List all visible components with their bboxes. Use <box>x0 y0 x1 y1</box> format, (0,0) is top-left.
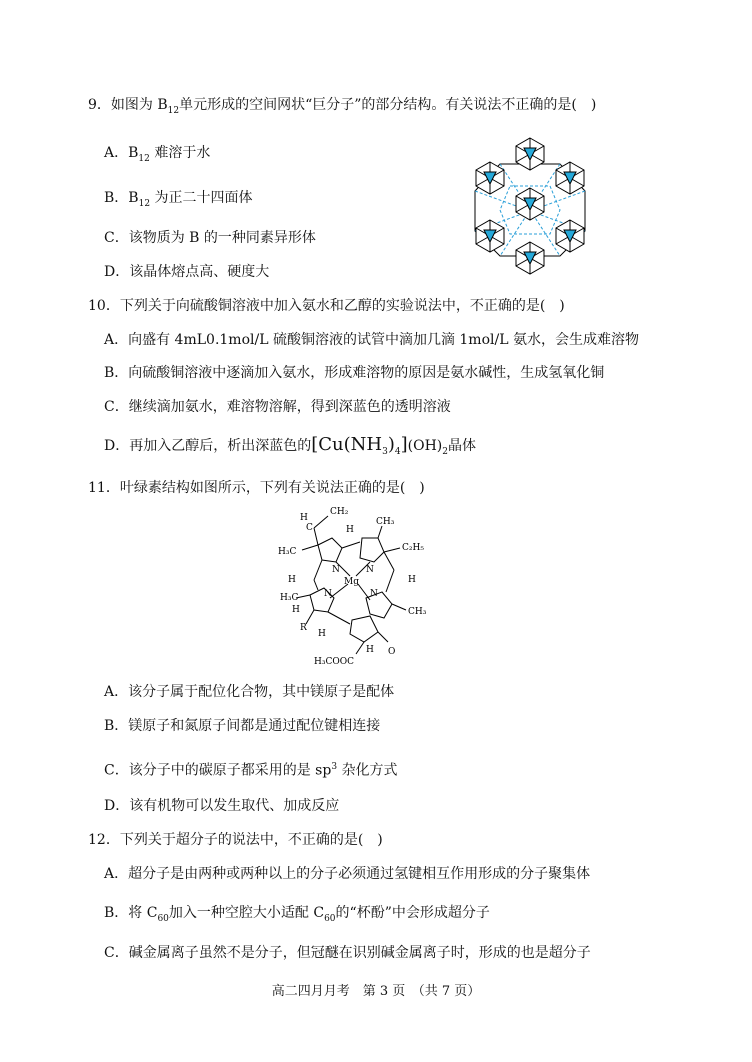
svg-text:H: H <box>366 645 374 655</box>
q12-option-c: C．碱金属离子虽然不是分子，但冠醚在识别碱金属离子时，形成的也是超分子 <box>104 945 591 961</box>
svg-text:H₃COOC: H₃COOC <box>314 657 354 667</box>
svg-text:Mg: Mg <box>344 577 359 587</box>
svg-text:H₃C: H₃C <box>278 547 297 557</box>
svg-text:N: N <box>370 589 378 599</box>
page-footer: 高二四月月考 第 3 页 （共 7 页） <box>271 984 481 999</box>
icosahedron-unit <box>476 162 504 194</box>
svg-text:O: O <box>388 647 396 657</box>
icosahedron-unit <box>556 220 584 252</box>
icosahedron-unit <box>516 188 544 220</box>
svg-text:C: C <box>306 523 313 533</box>
svg-text:CH₂: CH₂ <box>330 507 349 517</box>
icosahedron-unit <box>556 162 584 194</box>
q12-option-a: A．超分子是由两种或两种以上的分子必须通过氢键相互作用形成的分子聚集体 <box>104 866 591 882</box>
svg-text:R: R <box>300 623 307 633</box>
q9-option-c: C．该物质为 B 的一种同素异形体 <box>104 230 316 246</box>
svg-text:H: H <box>346 525 354 535</box>
q11-option-b: B．镁原子和氮原子间都是通过配位键相连接 <box>104 718 381 734</box>
q10-option-c: C．继续滴加氨水，难溶物溶解，得到深蓝色的透明溶液 <box>104 399 451 415</box>
svg-text:H: H <box>408 575 416 585</box>
q10-stem: 10．下列关于向硫酸铜溶液中加入氨水和乙醇的实验说法中，不正确的是( ) <box>88 298 565 314</box>
q10-option-d: D．再加入乙醇后，析出深蓝色的$[Cu(NH_3)_4](OH)_2$晶体 <box>104 434 476 457</box>
svg-text:CH₃: CH₃ <box>408 607 427 617</box>
q9-option-b: B．$B_{12}$ 为正二十四面体 <box>104 190 253 209</box>
chlorophyll-structure <box>270 500 450 670</box>
q10-option-b: B．向硫酸铜溶液中逐滴加入氨水，形成难溶物的原因是氨水碱性，生成氢氧化铜 <box>104 365 605 381</box>
svg-text:H₃C: H₃C <box>280 593 299 603</box>
q11-option-c: C．该分子中的碳原子都采用的是 $sp^3$ 杂化方式 <box>104 762 398 779</box>
q11-option-d: D．该有机物可以发生取代、加成反应 <box>104 798 340 814</box>
q9-option-d: D．该晶体熔点高、硬度大 <box>104 264 270 280</box>
q9-stem: 9．如图为 $B_{12}$单元形成的空间网状“巨分子”的部分结构。有关说法不正确的是( ) <box>88 97 597 116</box>
svg-text:N: N <box>366 565 374 575</box>
q10-option-a: A．向盛有 4mL0.1mol/L 硫酸铜溶液的试管中滴加几滴 1mol/L 氨水，会生成难溶物 <box>104 332 639 348</box>
svg-text:C₂H₅: C₂H₅ <box>402 543 424 553</box>
b12-network-figure <box>460 136 600 278</box>
q11-stem: 11．叶绿素结构如图所示，下列有关说法正确的是( ) <box>88 480 425 496</box>
svg-text:H: H <box>300 513 308 523</box>
svg-text:CH₃: CH₃ <box>376 517 395 527</box>
icosahedron-unit <box>476 220 504 252</box>
svg-text:H: H <box>288 575 296 585</box>
q12-stem: 12．下列关于超分子的说法中，不正确的是( ) <box>88 832 383 848</box>
q12-option-b: B．将 $C_{60}$加入一种空腔大小适配 $C_{60}$的“杯酚”中会形成超分子 <box>104 905 490 924</box>
svg-text:H: H <box>318 629 326 639</box>
icosahedron-unit <box>516 138 544 170</box>
svg-text:N: N <box>332 565 340 575</box>
q9-option-a: A．$B_{12}$ 难溶于水 <box>104 145 211 164</box>
svg-text:N: N <box>324 589 332 599</box>
q11-option-a: A．该分子属于配位化合物，其中镁原子是配体 <box>104 684 395 700</box>
icosahedron-unit <box>516 242 544 274</box>
svg-text:H: H <box>292 605 300 615</box>
